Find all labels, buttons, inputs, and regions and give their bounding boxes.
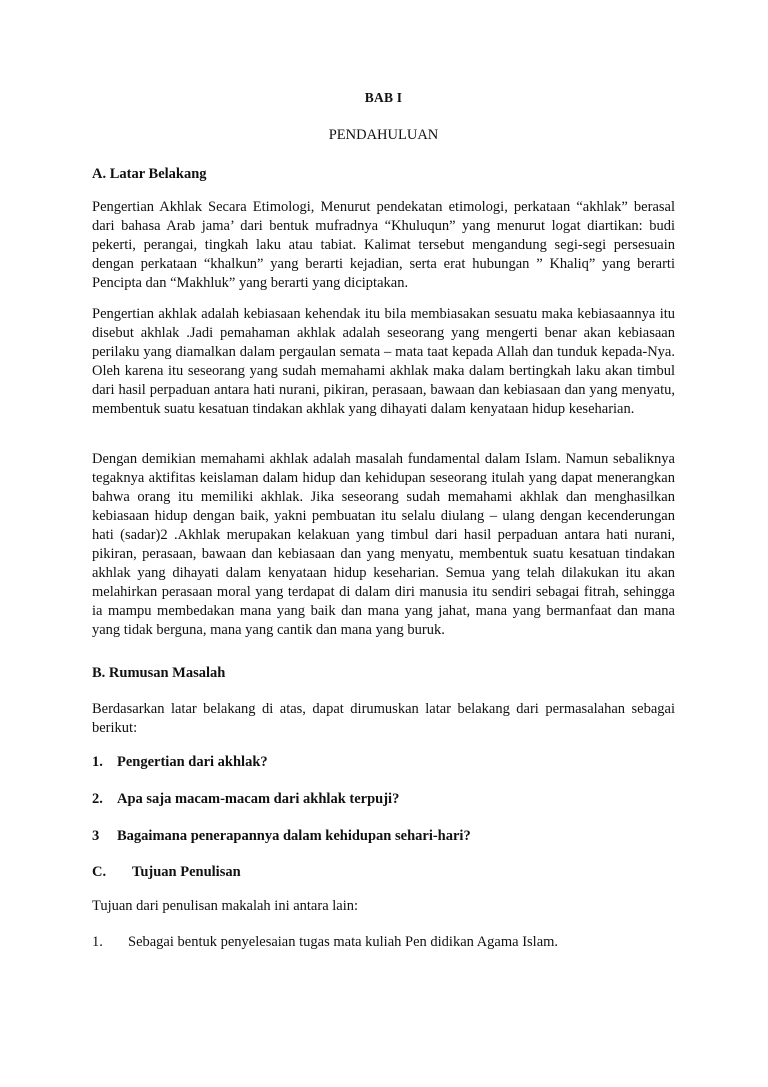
- section-a-heading: A. Latar Belakang: [92, 166, 207, 182]
- list-item-text: Apa saja macam-macam dari akhlak terpuji?: [117, 791, 400, 807]
- paragraph-3: Dengan demikian memahami akhlak adalah masalah fundamental dalam Islam. Namun sebaliknya tegaknya aktifitas keislaman dalam hidup dan kehidupan seseorang itulah yang dapat menerangkan bahwa orang itu memiliki akhlak. Jika seseorang sudah memahami akhlak dan menghasilkan kebiasaan hidup dengan baik, yakni pembuatan itu selalu diulang – ulang dengan kecenderungan hati (sadar)2 .Akhlak merupakan kelakuan yang timbul dari hasil perpaduan antara hati nurani, pikiran, perasaan, bawaan dan kebiasaan dan yang menyatu, membentuk suatu kesatuan tindakan akhlak yang dihayati dalam kenyataan hidup keseharian. Semua yang telah dilakukan itu akan melahirkan perasaan moral yang terdapat di dalam diri manusia itu sendiri sebagai fitrah, sehingga ia mampu membedakan mana yang baik dan mana yang jahat, mana yang bermanfaat dan mana yang tidak berguna, mana yang cantik dan mana yang buruk.: [92, 451, 675, 638]
- section-b-heading: B. Rumusan Masalah: [92, 665, 226, 681]
- list-item-number: 1.: [92, 754, 103, 770]
- list-item-text: Pengertian dari akhlak?: [117, 754, 268, 770]
- list-item-number: 2.: [92, 791, 103, 807]
- list-item-number: 1.: [92, 934, 103, 950]
- section-c-number: C.: [92, 864, 107, 880]
- section-c-heading: [92, 864, 241, 881]
- list-item-text: Sebagai bentuk penyelesaian tugas mata kuliah Pen didikan Agama Islam.: [128, 934, 559, 950]
- section-c-title: Tujuan Penulisan: [132, 864, 241, 880]
- list-item-number: 3: [92, 828, 100, 844]
- list-item: [92, 934, 558, 951]
- section-b-intro: Berdasarkan latar belakang di atas, dapat dirumuskan latar belakang dari permasalahan sebagai berikut:: [92, 701, 675, 736]
- list-item: [92, 754, 268, 771]
- section-c-intro: Tujuan dari penulisan makalah ini antara lain:: [92, 898, 359, 914]
- paragraph-2: Pengertian akhlak adalah kebiasaan kehendak itu bila membiasakan sesuatu maka kebiasaannya itu disebut akhlak .Jadi pemahaman akhlak adalah seseorang yang mengerti benar akan kebiasaan perilaku yang diamalkan dalam pergaulan semata – mata taat kepada Allah dan tunduk kepada-Nya. Oleh karena itu seseorang yang sudah memahami akhlak maka dalam bertingkah laku akan timbul dari hasil perpaduan antara hati nurani, pikiran, perasaan, bawaan dan kebiasaan dan yang menyatu, membentuk suatu kesatuan tindakan akhlak yang dihayati dalam kenyataan hidup keseharian.: [92, 306, 675, 417]
- chapter-title: PENDAHULUAN: [328, 127, 439, 143]
- list-item: [92, 828, 471, 845]
- list-item: [92, 791, 399, 808]
- chapter-number: BAB I: [364, 90, 403, 105]
- paragraph-1: Pengertian Akhlak Secara Etimologi, Menurut pendekatan etimologi, perkataan “akhlak” berasal dari bahasa Arab jama’ dari bentuk mufradnya “Khuluqun” yang menurut logat diartikan: budi pekerti, perangai, tingkah laku atau tabiat. Kalimat tersebut mengandung segi-segi persesuain dengan perkataan “khalkun” yang berarti kejadian, serta erat hubungan ” Khaliq” yang berarti Pencipta dan “Makhluk” yang berarti yang diciptakan.: [92, 199, 675, 291]
- list-item-text: Bagaimana penerapannya dalam kehidupan sehari-hari?: [117, 828, 471, 844]
